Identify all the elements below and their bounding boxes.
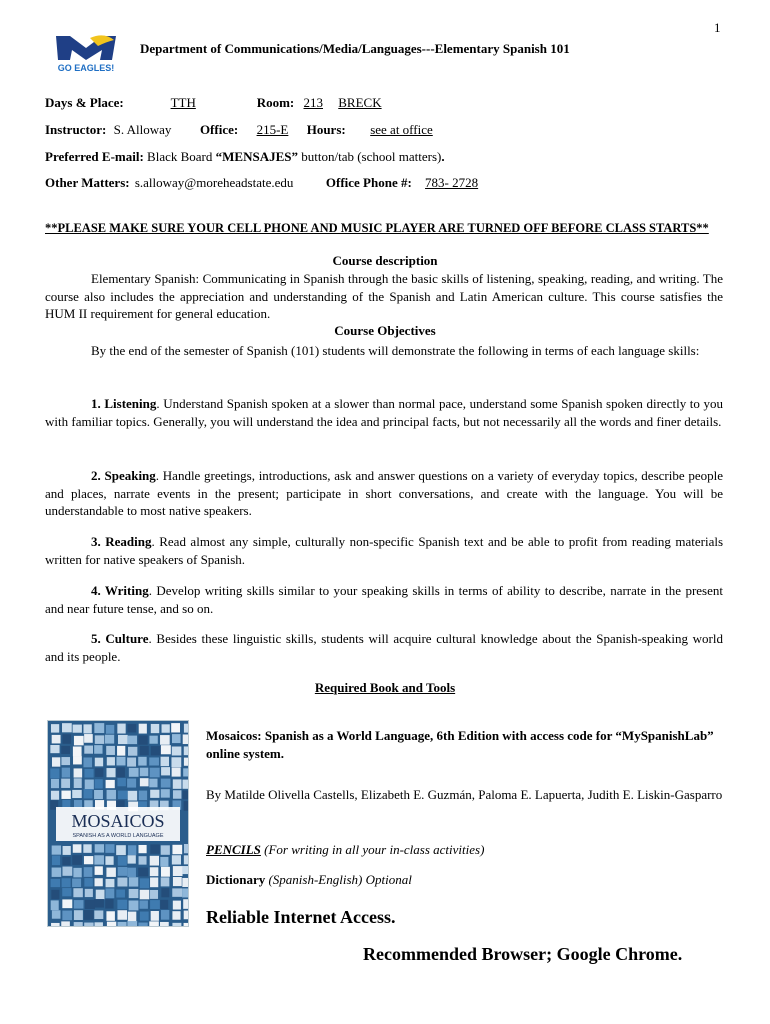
cover-tile: [161, 888, 169, 897]
objective-reading: 3. Reading. Read almost any simple, culturally non-specific Spanish text and be able to profit from reading materials written for native speakers of Spanish.: [45, 534, 724, 567]
office-value: 215-E: [256, 122, 289, 137]
hours-value: see at office: [370, 122, 433, 137]
cover-tile: [160, 857, 168, 867]
cover-tile: [183, 768, 189, 776]
cover-tile: [117, 900, 127, 909]
cover-tile: [84, 746, 93, 754]
cover-tile: [106, 746, 115, 755]
cover-tile: [62, 888, 71, 896]
cover-tile: [160, 900, 168, 909]
cover-tile: [118, 867, 128, 876]
cover-tile: [172, 888, 182, 896]
room-label: Room:: [256, 95, 295, 110]
cover-tile: [73, 725, 82, 733]
objective-speaking: 2. Speaking. Handle greetings, introductions, ask and answer questions on a variety of everyday topics, describe people and places, narrate events in the present; participate in short conversations, and create with the language. You will be understandable to most native speakers.: [45, 468, 723, 518]
logo-text: GO EAGLES!: [57, 63, 115, 73]
cover-tile: [95, 735, 104, 744]
cover-tile: [139, 724, 147, 734]
cover-tile: [51, 879, 61, 887]
cover-tile: [72, 790, 82, 798]
cover-tile: [94, 855, 104, 864]
cover-tile: [182, 888, 189, 897]
cover-tile: [83, 757, 92, 767]
cover-tile: [85, 780, 94, 790]
cover-tile: [150, 877, 158, 887]
cover-tile: [183, 734, 189, 744]
pencils-label: PENCILS: [206, 842, 261, 857]
cover-tile: [117, 757, 126, 766]
cover-tile: [84, 923, 93, 927]
cover-tile: [129, 768, 139, 777]
cover-tile: [184, 911, 189, 920]
cover-tile: [140, 890, 150, 900]
cover-tile: [73, 746, 82, 756]
department-title: Department of Communications/Media/Languages---Elementary Spanish 101: [140, 41, 570, 56]
cover-tile: [172, 855, 181, 864]
cover-tile: [96, 890, 105, 900]
cover-tile: [127, 779, 136, 788]
cover-tile: [105, 888, 114, 898]
cover-tile: [140, 778, 149, 786]
cover-tile: [62, 857, 70, 865]
email-value-post: button/tab (school matters): [301, 149, 442, 164]
cover-tile: [161, 745, 171, 754]
pencils-line: [206, 841, 726, 859]
cover-tile: [61, 746, 70, 754]
objective-writing: 4. Writing. Develop writing skills similar to your speaking skills in terms of ability to describe, narrate in the present and near future tense, and so on.: [45, 583, 723, 616]
cell-phone-warning: **PLEASE MAKE SURE YOUR CELL PHONE AND MUSIC PLAYER ARE TURNED OFF BEFORE CLASS STARTS**: [45, 221, 709, 235]
cover-tile: [106, 725, 114, 734]
cover-tile: [151, 911, 159, 921]
hours-label: Hours:: [306, 122, 346, 137]
cover-tile: [127, 724, 136, 732]
cover-tile: [129, 877, 138, 886]
cover-tile: [61, 779, 70, 788]
cover-tile: [106, 879, 115, 887]
cover-tile: [150, 900, 160, 909]
cover-tile: [139, 791, 147, 801]
cover-tile: [161, 845, 170, 855]
cover-tile: [149, 736, 157, 744]
cover-tile: [173, 779, 182, 788]
cover-tile: [62, 878, 71, 887]
cover-tile: [150, 856, 159, 866]
phone-value: 783- 2728: [425, 175, 479, 190]
cover-tile: [182, 878, 189, 887]
cover-tile: [84, 856, 93, 864]
dictionary-label: Dictionary: [206, 872, 266, 887]
objective-listening: 1. Listening. Understand Spanish spoken at a slower than normal pace, understand some Spanish spoken directly to you with familiar topics. Generally, you will understand the idea and principal facts, but not necessarily all the words and finer details.: [45, 396, 723, 429]
cover-tile: [83, 844, 91, 853]
days-place-row: [45, 95, 382, 111]
cover-tile: [138, 735, 147, 744]
cover-tile: [84, 910, 94, 920]
course-description-heading: Course description: [332, 253, 438, 268]
cover-tile: [127, 868, 136, 877]
cover-tile: [74, 910, 83, 920]
cover-tile: [116, 890, 125, 898]
cover-tile: [171, 757, 181, 767]
cover-tile: [161, 779, 171, 788]
cover-tile: [129, 889, 139, 898]
cover-tile: [161, 867, 170, 877]
cover-tile: [95, 779, 103, 788]
cover-tile: [128, 855, 136, 863]
cover-tile: [94, 910, 103, 919]
cover-tile: [61, 757, 70, 765]
cover-tile: [52, 757, 60, 766]
cover-tile: [150, 890, 158, 899]
cover-tile: [149, 757, 159, 765]
cover-tile: [116, 767, 125, 777]
cover-tile: [94, 723, 104, 733]
cover-tile: [116, 845, 126, 855]
email-label: Preferred E-mail:: [45, 149, 144, 164]
page-number: 1: [714, 20, 721, 35]
cover-tile: [95, 866, 103, 875]
cover-tile: [173, 790, 181, 798]
cover-tile: [74, 736, 84, 745]
dictionary-note: (Spanish-English) Optional: [268, 872, 412, 887]
cover-tile: [61, 921, 70, 927]
cover-tile: [118, 922, 127, 927]
cover-tile: [95, 758, 103, 767]
days-label: Days & Place:: [45, 95, 124, 110]
cover-tile: [172, 747, 182, 756]
cover-tile: [83, 724, 91, 733]
cover-tile: [105, 844, 114, 853]
cover-tile: [84, 769, 93, 778]
room-building: BRECK: [338, 95, 382, 110]
cover-tile: [51, 791, 59, 800]
cover-tile: [172, 845, 182, 854]
cover-tile: [52, 856, 60, 866]
cover-tile: [128, 747, 137, 756]
cover-tile: [106, 911, 114, 921]
cover-tile: [140, 878, 149, 888]
cover-tile: [74, 900, 84, 909]
cover-tile: [51, 724, 59, 732]
cover-tile: [118, 735, 128, 744]
cover-tile: [184, 844, 189, 853]
cover-tile: [52, 845, 61, 854]
cover-tile: [161, 877, 170, 886]
cover-tile: [151, 746, 161, 755]
cover-tile: [84, 878, 92, 886]
course-objectives-intro: By the end of the semester of Spanish (101) students will demonstrate the following in terms of each language skills:: [91, 343, 700, 358]
cover-tile: [105, 735, 114, 744]
cover-tile: [150, 768, 160, 778]
cover-tile: [117, 878, 127, 887]
cover-tile: [94, 899, 104, 907]
cover-tile: [184, 724, 189, 733]
cover-tile: [182, 790, 189, 799]
other-label: Other Matters:: [45, 175, 130, 190]
cover-tile: [62, 911, 72, 921]
cover-tile: [160, 922, 169, 927]
cover-tile: [73, 844, 82, 853]
cover-tile: [184, 758, 189, 766]
cover-tile: [172, 911, 180, 920]
required-books-heading: Required Book and Tools: [314, 680, 456, 695]
cover-tile: [94, 790, 103, 799]
school-logo: [52, 30, 120, 74]
cover-tile: [128, 845, 136, 855]
cover-tile: [128, 912, 137, 922]
recommended-browser: Recommended Browser; Google Chrome.: [363, 944, 683, 964]
cover-tile: [138, 923, 147, 927]
internet-access: Reliable Internet Access.: [206, 907, 396, 927]
book-authors: By Matilde Olivella Castells, Elizabeth E. Guzmán, Paloma E. Lapuerta, Judith E. Liskin-Gasparro: [206, 787, 723, 802]
cover-tile: [172, 767, 181, 776]
mosaicos-book-cover: [47, 720, 189, 927]
cover-tile: [173, 877, 182, 886]
room-value: 213: [303, 95, 323, 110]
cover-tile: [50, 745, 59, 753]
cover-tile: [138, 868, 148, 877]
cover-tile: [84, 867, 93, 877]
cover-tile: [138, 845, 146, 853]
cover-tile: [172, 734, 181, 743]
cover-tile: [127, 736, 137, 745]
cover-tile: [149, 921, 159, 927]
cover-tile: [173, 901, 181, 910]
office-label: Office:: [199, 122, 239, 137]
cover-tile: [105, 899, 113, 909]
course-description-text: Elementary Spanish: Communicating in Spanish through the basic skills of listening, speaking, reading, and writing. The course also includes the appreciation and understanding of the Spanish and Latin American culture. This course satisfies the HUM II requirement for general education.: [45, 271, 723, 321]
cover-tile: [84, 734, 93, 743]
phone-label: Office Phone #:: [325, 175, 412, 190]
cover-tile: [72, 855, 82, 865]
cover-tile: [52, 735, 61, 744]
instructor-row: [45, 122, 433, 138]
cover-tile: [51, 779, 59, 788]
cover-tile: [73, 868, 81, 878]
cover-tile: [127, 921, 137, 927]
cover-tile: [51, 923, 60, 927]
cover-tile: [150, 867, 159, 876]
cover-tile: [50, 768, 59, 778]
cover-tile: [184, 923, 189, 927]
cover-tile: [95, 844, 104, 852]
instructor-value: S. Alloway: [113, 122, 172, 137]
book-title: Mosaicos: Spanish as a World Language, 6th Edition with access code for “MySpanishLab” online system.: [206, 728, 714, 761]
cover-tile: [140, 768, 148, 776]
cover-tile: [118, 791, 128, 799]
pencils-note: (For writing in all your in-class activities): [264, 842, 485, 857]
cover-tile: [62, 723, 72, 732]
cover-tile: [52, 868, 62, 877]
email-row: Preferred E-mail: Black Board “MENSAJES” button/tab (school matters).: [45, 149, 445, 164]
cover-tile: [51, 890, 59, 899]
cover-tile: [139, 900, 147, 908]
cover-tile: [117, 910, 127, 920]
cover-title: MOSAICOS: [71, 811, 165, 831]
cover-tile: [73, 888, 82, 897]
cover-tile: [184, 746, 189, 755]
cover-tile: [139, 856, 147, 864]
cover-tile: [62, 768, 70, 778]
dictionary-line: [206, 871, 726, 889]
cover-tile: [85, 900, 95, 909]
objective-culture: 5. Culture. Besides these linguistic skills, students will acquire cultural knowledge about the Spanish-speaking world and its people.: [45, 631, 723, 664]
instructor-label: Instructor:: [45, 122, 107, 137]
cover-tile: [182, 866, 189, 874]
other-matters-row: [45, 175, 482, 191]
cover-tile: [138, 757, 146, 766]
cover-tile: [140, 912, 149, 921]
cover-tile: [106, 768, 115, 777]
cover-tile: [84, 789, 93, 798]
cover-tile: [128, 791, 137, 801]
cover-tile: [140, 746, 149, 755]
cover-tile: [61, 791, 70, 799]
email-value-pre: Black Board: [147, 149, 213, 164]
cover-tile: [183, 780, 189, 789]
cover-tile: [184, 855, 189, 864]
email-value-bold: “MENSAJES”: [215, 149, 298, 164]
cover-tile: [150, 844, 160, 853]
course-objectives-heading: Course Objectives: [334, 323, 436, 338]
cover-tile: [105, 856, 113, 865]
cover-tile: [106, 780, 115, 788]
cover-tile: [72, 879, 81, 887]
other-email: s.alloway@moreheadstate.edu: [134, 175, 294, 190]
cover-tile: [107, 790, 116, 800]
cover-tile: [162, 724, 170, 732]
cover-tile: [150, 790, 159, 798]
cover-tile: [63, 846, 71, 855]
cover-tile: [173, 866, 183, 876]
cover-tile: [184, 801, 189, 811]
cover-tile: [161, 910, 169, 920]
cover-tile: [161, 789, 170, 797]
cover-tile: [151, 724, 159, 733]
cover-tile: [117, 724, 125, 734]
cover-tile: [161, 757, 169, 766]
cover-subtitle: SPANISH AS A WORLD LANGUAGE: [72, 833, 164, 839]
cover-tile: [160, 735, 170, 745]
cover-tile: [74, 922, 83, 927]
days-value: TTH: [170, 95, 196, 110]
cover-tile: [117, 778, 125, 786]
cover-tile: [107, 757, 115, 765]
cover-tile: [74, 778, 82, 788]
cover-tile: [85, 889, 93, 897]
cover-tile: [74, 768, 83, 777]
cover-tile: [172, 923, 181, 927]
cover-tile: [95, 768, 103, 777]
cover-tile: [117, 746, 125, 756]
cover-tile: [94, 922, 102, 927]
cover-tile: [73, 756, 82, 764]
cover-tile: [107, 922, 116, 927]
cover-tile: [62, 867, 72, 876]
cover-tile: [171, 723, 180, 732]
cover-tile: [118, 856, 127, 866]
cover-tile: [94, 745, 102, 754]
cover-tile: [183, 899, 189, 909]
cover-tile: [95, 878, 103, 886]
cover-tile: [51, 900, 59, 910]
cover-tile: [62, 734, 71, 744]
cover-tile: [106, 868, 115, 877]
cover-tile: [52, 910, 61, 918]
cover-tile: [161, 767, 170, 775]
cover-tile: [129, 900, 139, 910]
cover-tile: [127, 757, 136, 766]
cover-tile: [62, 899, 72, 908]
cover-tile: [149, 779, 157, 788]
